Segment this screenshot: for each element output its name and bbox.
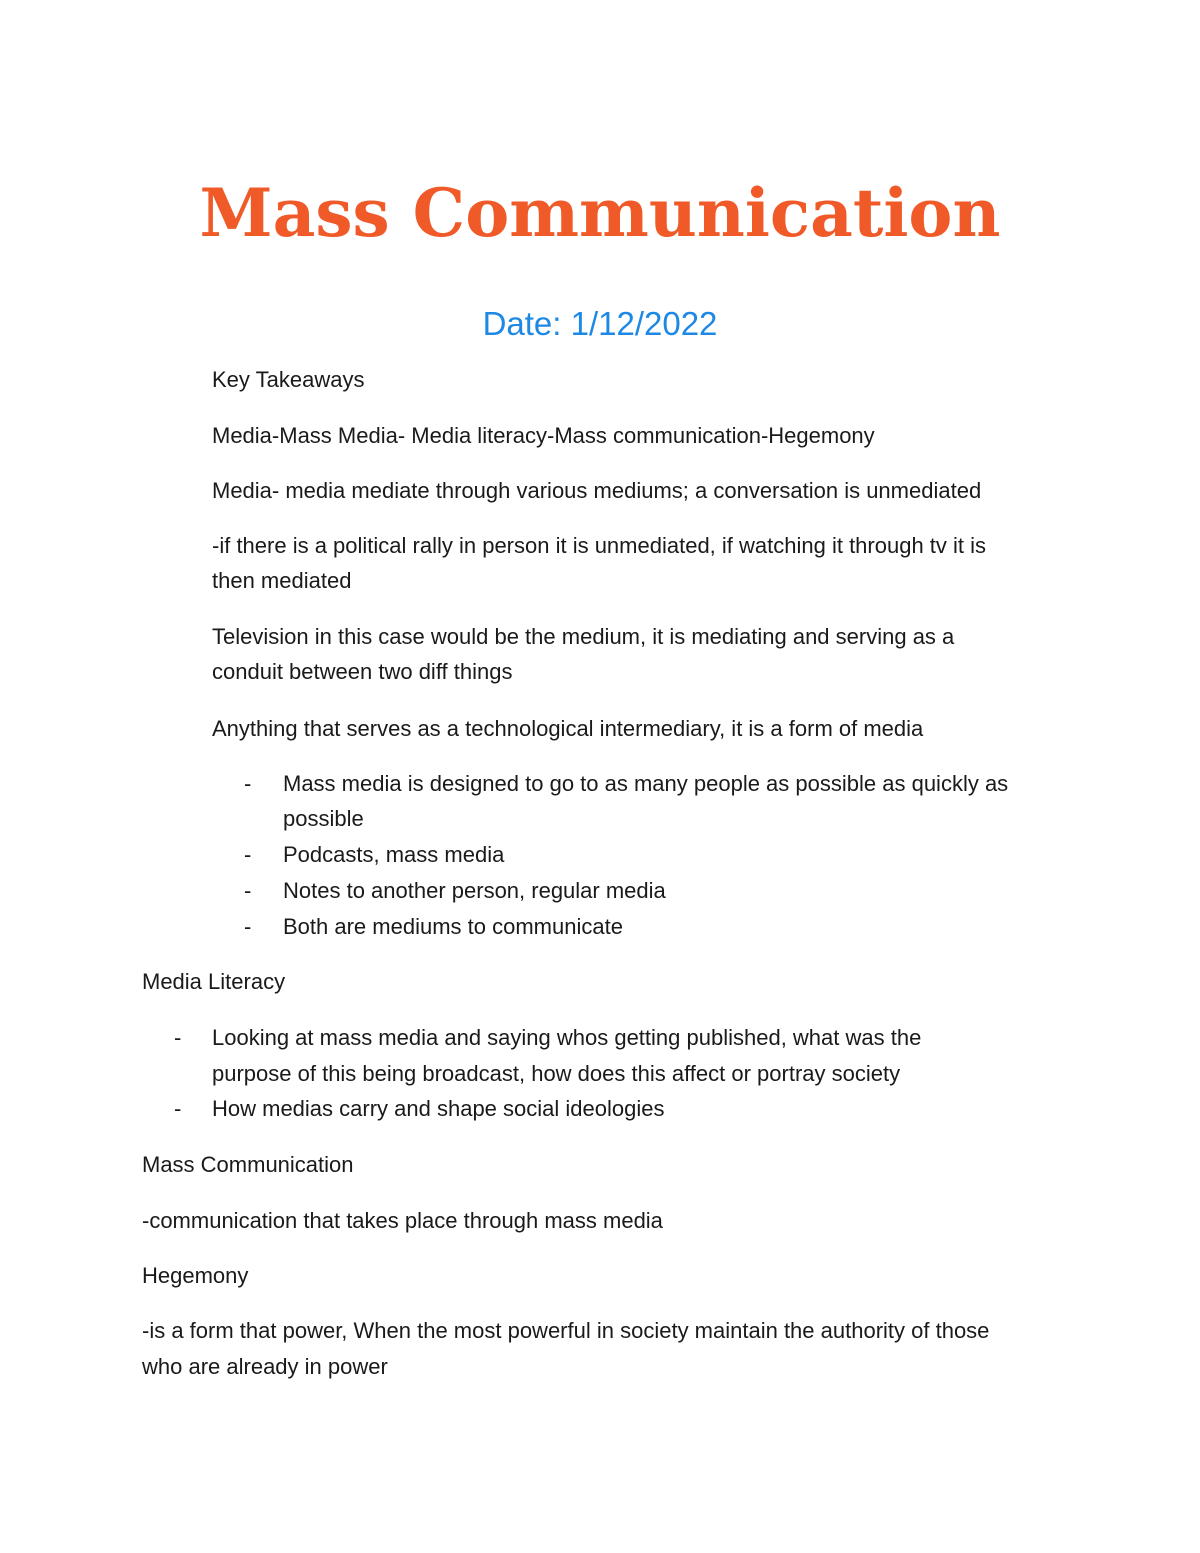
list-item-continued: purpose of this being broadcast, how does this affect or portray society [212,1061,901,1086]
list-item: Notes to another person, regular media [283,878,666,903]
media-definition: Media- media mediate through various mediums; a conversation is unmediated [212,478,982,503]
bullet-dash: - [244,842,252,867]
mass-communication-definition: -communication that takes place through mass media [142,1208,663,1233]
television-line-2: conduit between two diff things [212,659,513,684]
key-takeaways-heading: Key Takeaways [212,367,365,392]
bullet-dash: - [244,771,252,796]
list-item-continued: possible [283,806,364,831]
rally-line-2: then mediated [212,568,352,593]
hegemony-line-2: who are already in power [142,1354,388,1379]
list-item: How medias carry and shape social ideologies [212,1096,665,1121]
list-item: Looking at mass media and saying whos getting published, what was the [212,1025,922,1050]
bullet-dash: - [244,878,252,903]
document-date: Date: 1/12/2022 [482,305,718,342]
intermediary-line: Anything that serves as a technological intermediary, it is a form of media [212,716,924,741]
terms-line: Media-Mass Media- Media literacy-Mass communication-Hegemony [212,423,875,448]
hegemony-line-1: -is a form that power, When the most powerful in society maintain the authority of those [142,1318,990,1343]
hegemony-heading: Hegemony [142,1263,249,1288]
bullet-dash: - [174,1096,182,1121]
list-item: Mass media is designed to go to as many people as possible as quickly as [283,771,1009,796]
mass-communication-heading: Mass Communication [142,1152,354,1177]
rally-line-1: -if there is a political rally in person it is unmediated, if watching it through tv it is [212,533,987,558]
television-line-1: Television in this case would be the medium, it is mediating and serving as a [212,624,955,649]
bullet-dash: - [244,914,252,939]
bullet-dash: - [174,1025,182,1050]
media-literacy-heading: Media Literacy [142,969,286,994]
list-item: Podcasts, mass media [283,842,505,867]
document-title: Mass Communication [199,174,1001,252]
list-item: Both are mediums to communicate [283,914,623,939]
